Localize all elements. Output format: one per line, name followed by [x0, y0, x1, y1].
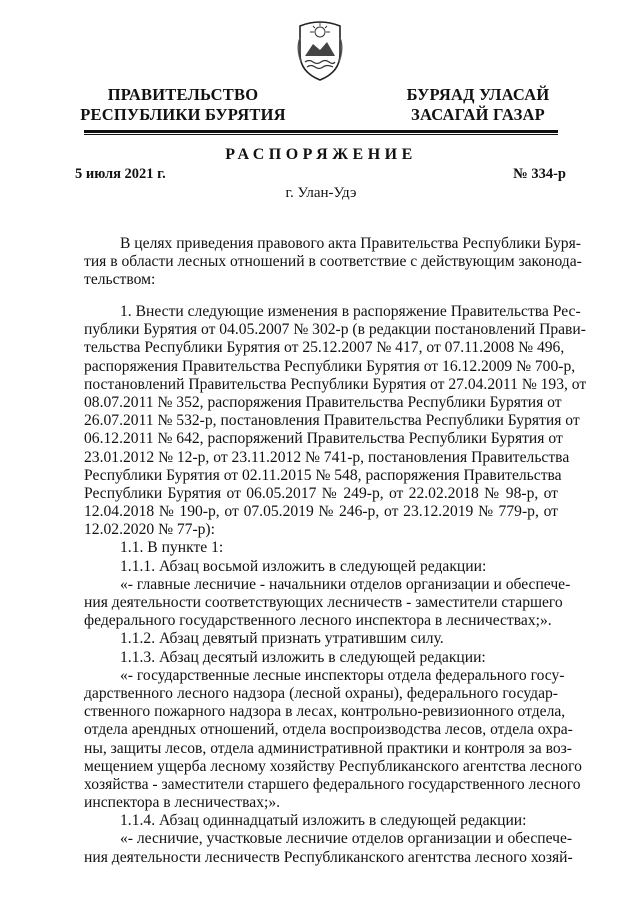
text-line: 1.1.4. Абзац одиннадцатый изложить в следующей редакции: — [120, 812, 527, 830]
text-line: 12.04.2018 № 190-р, от 07.05.2019 № 246-р, от 23.12.2019 № 779-р, от — [84, 503, 558, 521]
text-line: ственного пожарного надзора в лесах, контрольно-ревизионного отдела, — [84, 703, 566, 721]
text-line: хозяйства - заместители старшего федерального государственного лесного — [84, 775, 581, 793]
text-line: 1.1.1. Абзац восьмой изложить в следующей редакции: — [120, 557, 487, 575]
text-line: В целях приведения правового акта Правительства Республики Буря- — [120, 235, 581, 252]
text-line: тельством: — [84, 271, 156, 289]
text-line: постановлений Правительства Республики Бурятия от 27.04.2011 № 193, от — [84, 375, 587, 393]
text-line: 12.02.2020 № 77-р): — [84, 521, 215, 539]
republic-coat-of-arms-icon — [295, 18, 345, 82]
text-line: публики Бурятия от 04.05.2007 № 302-р (в редакции постановлений Прави- — [84, 321, 586, 339]
header-divider-thin — [84, 134, 558, 135]
intro-paragraph — [84, 235, 582, 290]
text-line: тельства Республики Бурятия от 25.12.2007 № 417, от 07.11.2008 № 496, — [84, 339, 565, 357]
text-line: 23.01.2012 № 12-р, от 23.11.2012 № 741-р, постановления Правительства — [84, 448, 570, 466]
text-line: 26.07.2011 № 532-р, постановления Правительства Республики Бурятия от — [84, 412, 580, 430]
text-line: федерального государственного лесного инспектора в лесничествах;». — [84, 612, 552, 630]
text-line: 1.1. В пункте 1: — [120, 539, 224, 557]
header-right-line-1: БУРЯАД УЛАСАЙ — [406, 85, 550, 104]
text-line: отдела арендных отношений, отдела воспроизводства лесов, отдела охра- — [84, 721, 573, 739]
document-title: РАСПОРЯЖЕНИЕ — [225, 146, 417, 163]
text-line: Республики Бурятия от 02.11.2015 № 548, распоряжения Правительства — [84, 466, 562, 484]
main-text — [84, 303, 587, 867]
header-left-line-1: ПРАВИТЕЛЬСТВО — [107, 85, 259, 104]
text-line: «- государственные лесные инспекторы отдела федерального госу- — [120, 666, 565, 684]
document-city: г. Улан-Удэ — [285, 185, 357, 201]
document-number: № 334-р — [513, 166, 566, 182]
text-line: ния деятельности соответствующих лесничеств - заместители старшего — [84, 594, 563, 611]
text-line: дарственного лесного надзора (лесной охраны), федерального государ- — [84, 684, 558, 702]
text-line: тия в области лесных отношений в соответствие с действующим законода- — [84, 253, 582, 271]
text-line: мещением ущерба лесному хозяйству Республиканского агентства лесного — [84, 757, 582, 775]
text-line: инспектора в лесничествах;». — [84, 794, 281, 812]
text-line: Республики Бурятия от 06.05.2017 № 249-р, от 22.02.2018 № 98-р, от — [84, 484, 558, 502]
text-line: «- главные лесничие - начальники отделов организации и обеспече- — [120, 575, 571, 593]
text-line: 1.1.2. Абзац девятый признать утратившим силу. — [120, 630, 444, 648]
government-name-buryat — [394, 85, 562, 125]
header-right-line-2: ЗАСАГАЙ ГАЗАР — [411, 105, 545, 124]
text-line: 08.07.2011 № 352, распоряжения Правительства Республики Бурятия от — [84, 393, 562, 411]
header-divider-thick — [84, 130, 558, 133]
government-name-russian — [74, 85, 292, 125]
text-line: 1.1.3. Абзац десятый изложить в следующей редакции: — [120, 648, 486, 666]
text-line: распоряжения Правительства Республики Бурятия от 16.12.2009 № 700-р, — [84, 357, 576, 375]
text-line: ния деятельности лесничеств Республиканского агентства лесного хозяй- — [84, 848, 573, 866]
document-date: 5 июля 2021 г. — [75, 166, 166, 182]
text-line: ны, защиты лесов, отдела административной практики и контроля за воз- — [84, 739, 572, 757]
header-left-line-2: РЕСПУБЛИКИ БУРЯТИЯ — [80, 105, 286, 124]
text-line: «- лесничие, участковые лесничие отделов организации и обеспече- — [120, 830, 573, 848]
text-line: 1. Внести следующие изменения в распоряжение Правительства Рес- — [120, 303, 581, 320]
text-line: 06.12.2011 № 642, распоряжений Правительства Республики Бурятия от — [84, 430, 563, 448]
